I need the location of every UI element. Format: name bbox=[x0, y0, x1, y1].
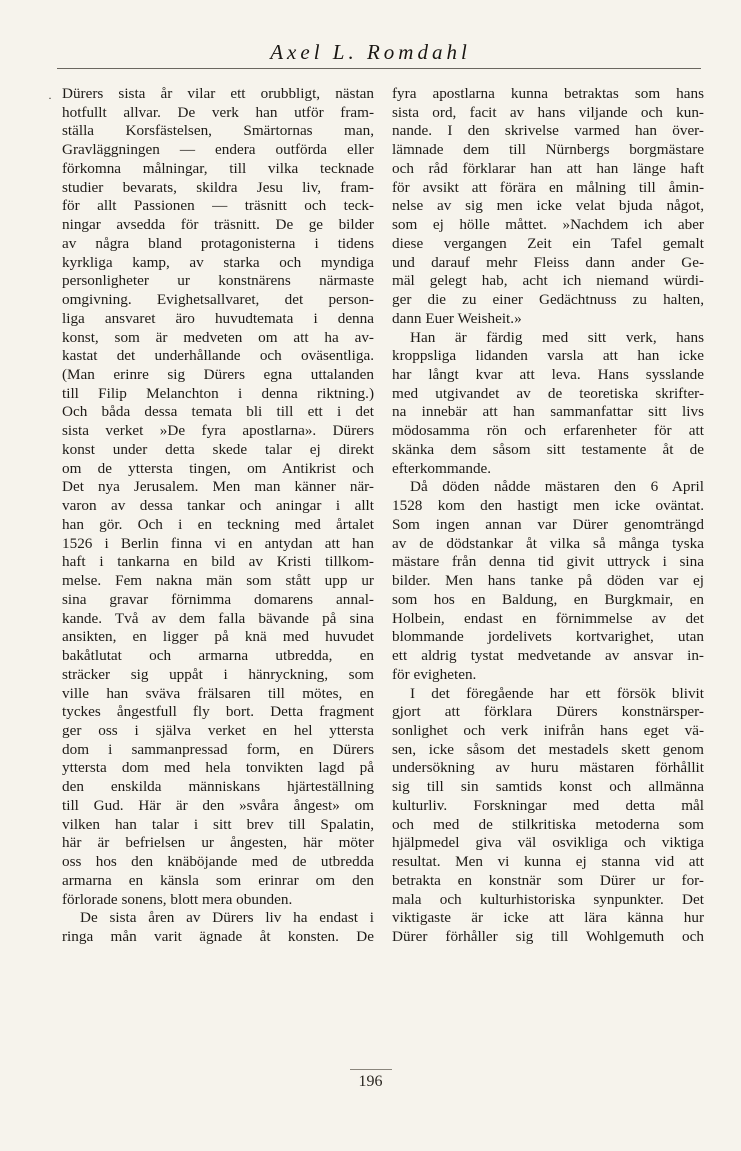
text-line: för evigheten. bbox=[392, 665, 477, 683]
margin-mark: · bbox=[48, 91, 52, 105]
right-text-column bbox=[392, 85, 704, 947]
text-line: oss hos den knäböjande med de utbredda bbox=[62, 853, 374, 871]
text-line: Som ingen annan var Dürer genomträngd bbox=[392, 515, 704, 533]
text-line: yttersta dom med hela tonvikten lagd på bbox=[62, 759, 374, 777]
header-rule bbox=[57, 68, 701, 69]
text-line: förlorade sonens, blott mera obunden. bbox=[62, 890, 293, 908]
text-line: mala och kulturhistoriska synpunkter. Det bbox=[392, 890, 704, 908]
text-line: melse. Fem nakna män som stått upp ur bbox=[62, 572, 374, 590]
text-line: sina gravar förnimma domarens annal- bbox=[62, 590, 374, 608]
text-line: hjälpmedel giva väl osvikliga och viktiga bbox=[392, 834, 704, 852]
text-line: ger die zu einer Gedächtnuss zu halten, bbox=[392, 291, 704, 309]
text-line: om de yttersta tingen, om Antikrist och bbox=[62, 459, 374, 477]
text-line: varon av dessa tankar och aningar i allt bbox=[62, 497, 374, 515]
text-line: sista ord, facit av hans viljande och kun- bbox=[392, 103, 704, 121]
text-line: bakåtlutat och armarna utbredda, en bbox=[62, 647, 374, 665]
text-line: sträcker sig uppåt i hänryckning, som bbox=[62, 665, 374, 683]
text-line: fyra apostlarna kunna betraktas som hans bbox=[392, 85, 704, 102]
text-line: vilken han talar i sitt brev till Spalatin, bbox=[62, 815, 374, 833]
text-line: lämnade dem till Nürnbergs borgmästare bbox=[392, 141, 704, 159]
text-line: dom i sammanpressad form, en Dürers bbox=[62, 740, 374, 758]
text-line: (Man erinre sig Dürers egna uttalanden bbox=[62, 366, 374, 384]
text-line: kastat det underhållande och oväsentliga. bbox=[62, 347, 374, 365]
text-line: till Gud. Här är den »svåra ångest» om bbox=[62, 796, 374, 814]
page-number: 196 bbox=[358, 1073, 383, 1090]
text-line: kulturliv. Forskningar med detta mål bbox=[392, 796, 704, 814]
text-line: ville han sväva frälsaren till mötes, en bbox=[62, 684, 374, 702]
text-line: ansikten, en ligger på knä med huvudet bbox=[62, 628, 374, 646]
text-line: och med de stilkritiska metoderna som bbox=[392, 815, 704, 833]
running-head: Axel L. Romdahl bbox=[270, 40, 471, 64]
text-line: ger oss i själva verket en hel yttersta bbox=[62, 721, 374, 739]
text-line: betrakta en konstnär som Dürer ur for- bbox=[392, 871, 704, 889]
text-line: mödosamma rön och erfarenheter för att bbox=[392, 422, 704, 440]
text-line: konst, som är medveten om att ha av- bbox=[62, 328, 374, 346]
text-line: bilder. Men hans tanke på döden var ej bbox=[392, 572, 704, 590]
text-line: Gravläggningen — endera outförda eller bbox=[62, 141, 374, 159]
text-line: förkomna målningar, till vilka tecknade bbox=[62, 159, 374, 177]
text-line: den enskilda människans hjärteställning bbox=[62, 778, 374, 796]
text-line: som hos en Baldung, en Burgkmair, en bbox=[392, 590, 704, 608]
text-line: konst under detta skede talar ej direkt bbox=[62, 440, 374, 458]
text-line: studier bevarats, skildra Jesu liv, fram- bbox=[62, 178, 374, 196]
text-line: han gör. Och i en teckning med årtalet bbox=[62, 515, 374, 533]
text-line: av de dödstankar åt vilka så många tyska bbox=[392, 534, 704, 552]
text-line: blommande jordelivets kortvarighet, utan bbox=[392, 628, 704, 646]
text-line: för avsikt att förära en målning till åmin- bbox=[392, 178, 704, 196]
text-line: tyckes ångestfull fly bort. Detta fragment bbox=[62, 703, 374, 721]
text-line: Holbein, endast en förnimmelse av det bbox=[392, 609, 704, 627]
text-line: ringa mån varit ägnade åt konsten. De bbox=[62, 928, 374, 946]
text-line: gjort att förklara Dürers konstnärsper- bbox=[392, 703, 704, 721]
left-text-column bbox=[62, 85, 374, 947]
text-line: Dürers sista år vilar ett orubbligt, nästan bbox=[62, 85, 374, 102]
text-line: 1526 i Berlin finna vi en antydan att han bbox=[62, 534, 374, 552]
text-line: sonlighet och verk inifrån hans eget vä- bbox=[392, 721, 704, 739]
text-line: liga ansvaret äro huvudtemata i denna bbox=[62, 309, 374, 327]
text-line: sig till sin samtids konst och allmänna bbox=[392, 778, 704, 796]
text-line: av några bland protagonisterna i tidens bbox=[62, 234, 374, 252]
text-line: personligheter ur konstnärens närmaste bbox=[62, 272, 374, 290]
text-line: som ej hölle måttet. »Nachdem ich aber bbox=[392, 216, 704, 234]
text-line: na innebär att han sammanfattar sitt livs bbox=[392, 403, 704, 421]
text-line: Och båda dessa temata bli till ett i det bbox=[62, 403, 374, 421]
text-line: har långt kvar att leva. Hans sysslande bbox=[392, 366, 704, 384]
text-line: Han är färdig med sitt verk, hans bbox=[410, 328, 704, 346]
text-line: sista verket »De fyra apostlarna». Dürers bbox=[62, 422, 374, 440]
text-line: Då döden nådde mästaren den 6 April bbox=[410, 478, 704, 496]
text-line: hotfullt allvar. De verk han utför fram- bbox=[62, 103, 374, 121]
text-line: armarna en känsla som erinrar om den bbox=[62, 871, 374, 889]
text-line: ställa Korsfästelsen, Smärtornas man, bbox=[62, 122, 374, 140]
text-line: ett aldrig tystat medvetande av ansvar in- bbox=[392, 647, 704, 665]
text-line: med utgivandet av de teoretiska skrifter- bbox=[392, 384, 704, 402]
text-line: efterkommande. bbox=[392, 459, 492, 477]
folio-rule bbox=[350, 1069, 392, 1070]
text-line: sen, icke såsom det mestadels skett genom bbox=[392, 740, 704, 758]
text-line: skänka dem såsom sitt testamente åt de bbox=[392, 440, 704, 458]
text-line: resultat. Men vi kunna ej stanna vid att bbox=[392, 853, 704, 871]
text-line: till Filip Melanchton i denna riktning.) bbox=[62, 384, 374, 402]
text-line: kyrkliga kamp, av starka och myndiga bbox=[62, 253, 374, 271]
text-line: I det föregående har ett försök blivit bbox=[410, 684, 704, 702]
text-line: diese vergangen Zeit ein Tafel gemalt bbox=[392, 234, 704, 252]
text-line: omgivning. Evighetsallvaret, det person- bbox=[62, 291, 374, 309]
text-line: kroppsliga lidanden varsla att han icke bbox=[392, 347, 704, 365]
text-line: mäl gelegt hab, acht ich niemand würdi- bbox=[392, 272, 704, 290]
text-line: viktigaste är icke att lära känna hur bbox=[392, 909, 704, 927]
text-line: dann Euer Weisheit.» bbox=[392, 309, 522, 327]
text-line: mästare från denna tid givit uttryck i sina bbox=[392, 553, 704, 571]
text-line: De sista åren av Dürers liv ha endast i bbox=[80, 909, 374, 927]
text-line: und darauf mehr Fleiss dann ander Ge- bbox=[392, 253, 704, 271]
text-line: nelse av sig men icke velat bjuda något, bbox=[392, 197, 704, 215]
text-line: haft i tankarna en bild av Kristi tillkom- bbox=[62, 553, 374, 571]
text-line: ningar avsedda för träsnitt. De ge bilder bbox=[62, 216, 374, 234]
text-line: 1528 kom den hastigt men icke oväntat. bbox=[392, 497, 704, 515]
text-line: nande. I den skrivelse varmed han över- bbox=[392, 122, 704, 140]
text-line: för allt Passionen — träsnitt och teck- bbox=[62, 197, 374, 215]
text-line: kande. Två av dem falla bävande på sina bbox=[62, 609, 374, 627]
text-line: och råd förklarar han att han länge haft bbox=[392, 159, 704, 177]
text-line: Dürer förhåller sig till Wohlgemuth och bbox=[392, 928, 704, 946]
text-line: här är befrielsen ur ångesten, här möter bbox=[62, 834, 374, 852]
text-line: Det nya Jerusalem. Men man känner när- bbox=[62, 478, 374, 496]
text-line: undersökning av huru mästaren förhållit bbox=[392, 759, 704, 777]
